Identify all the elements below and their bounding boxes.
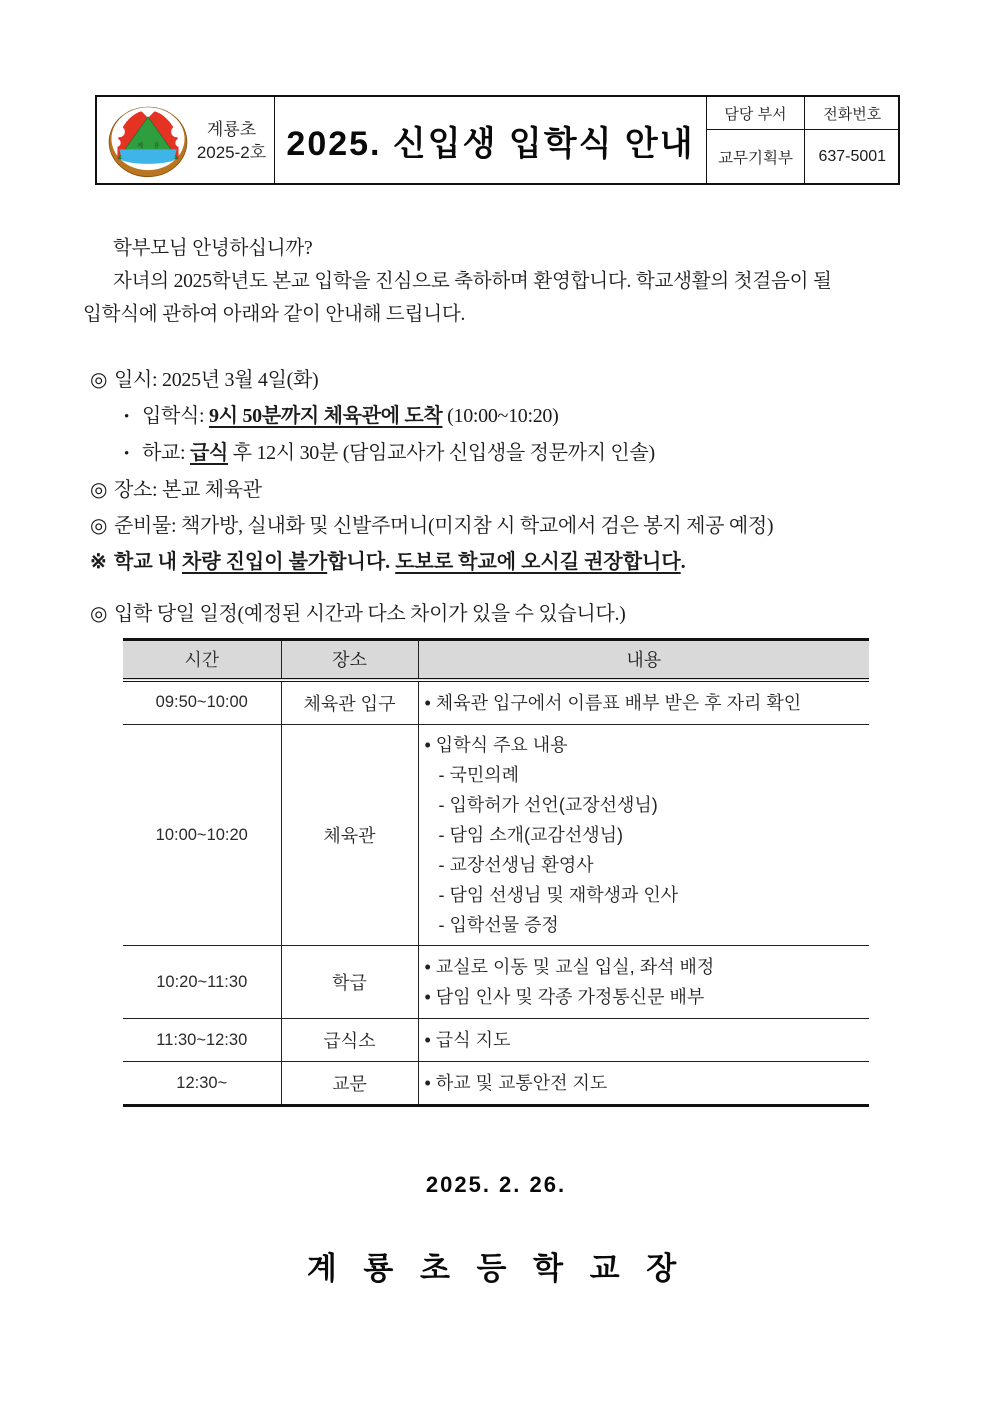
greeting-paragraphs — [83, 232, 907, 331]
double-circle-marker-icon: ◎ — [90, 603, 108, 625]
table-row — [123, 946, 869, 1019]
schedule-content-line: - 입학허가 선언(교장선생님) — [438, 795, 658, 815]
schedule-content-line: - 교장선생님 환영사 — [438, 855, 594, 875]
schedule-body — [123, 680, 869, 1106]
column-header-content: 내용 — [418, 640, 869, 680]
document-title: 2025. 신입생 입학식 안내 — [286, 125, 695, 164]
svg-text:계: 계 — [136, 142, 143, 150]
schedule-content-line: • 급식 지도 — [424, 1030, 511, 1050]
emphasized-text: 차량 진입이 불가 — [181, 551, 328, 573]
document-date: 2025. 2. 26. — [425, 1172, 567, 1197]
bullet-icon: • — [124, 446, 129, 462]
info-dismissal-bullet: • 하교: 급식 후 12시 30분 (담임교사가 신입생을 정문까지 인솔) — [90, 435, 905, 472]
schedule-place: 체육관 입구 — [281, 680, 418, 725]
emphasized-text: 도보로 학교에 오시길 권장합니다 — [395, 551, 681, 573]
reference-mark-icon: ※ — [90, 551, 107, 573]
schedule-place: 교문 — [281, 1062, 418, 1106]
table-row — [123, 1019, 869, 1062]
phone-value-cell: 637-5001 — [804, 130, 900, 185]
table-row — [123, 1062, 869, 1106]
greeting-line: 자녀의 2025학년도 본교 입학을 진심으로 축하하며 환영합니다. 학교생활의 첫걸음이 될 — [113, 271, 832, 292]
schedule-time: 10:00~10:20 — [155, 825, 248, 844]
schedule-time: 12:30~ — [176, 1073, 228, 1092]
double-circle-marker-icon: ◎ — [90, 369, 108, 391]
issuer-info — [197, 118, 266, 164]
schedule-time: 10:20~11:30 — [156, 972, 248, 991]
schedule-content — [418, 946, 869, 1019]
schedule-content-line: - 입학선물 증정 — [438, 915, 559, 935]
schedule-table — [123, 638, 869, 1107]
schedule-content-line: - 담임 선생님 및 재학생과 인사 — [438, 885, 679, 905]
schedule-content-line: • 하교 및 교통안전 지도 — [424, 1073, 608, 1093]
schedule-heading: ◎ 입학 당일 일정(예정된 시간과 다소 차이가 있을 수 있습니다.) — [90, 598, 905, 630]
schedule-content-line: • 입학식 주요 내용 — [424, 735, 568, 755]
schedule-content-line: - 담임 소개(교감선생님) — [438, 825, 623, 845]
emphasized-text: 9시 50분까지 체육관에 도착 — [209, 405, 443, 427]
info-datetime: ◎ 일시: 2025년 3월 4일(화) — [90, 362, 905, 398]
schedule-content-line: - 국민의례 — [438, 765, 520, 785]
school-logo-icon — [105, 104, 191, 178]
issuer-cell — [97, 97, 274, 185]
schedule-content — [418, 680, 869, 725]
schedule-content — [418, 1019, 869, 1062]
schedule-place: 급식소 — [281, 1019, 418, 1062]
emphasized-text: 급식 — [190, 442, 229, 464]
dept-label-cell: 담당 부서 — [706, 97, 804, 130]
svg-text:룡: 룡 — [153, 142, 160, 150]
info-supplies: ◎ 준비물: 책가방, 실내화 및 신발주머니(미지참 시 학교에서 검은 봉지 제공 예정) — [90, 508, 905, 544]
title-cell — [274, 97, 706, 185]
doc-number: 2025-2호 — [196, 142, 267, 162]
table-row — [123, 725, 869, 946]
greeting-line: 입학식에 관하여 아래와 같이 안내해 드립니다. — [83, 304, 466, 325]
document-header — [95, 95, 900, 185]
principal-signature: 계 룡 초 등 학 교 장 — [306, 1251, 686, 1286]
schedule-content — [418, 1062, 869, 1106]
header-row — [123, 640, 869, 680]
info-ceremony-bullet: • 입학식: 9시 50분까지 체육관에 도착 (10:00~10:20) — [90, 398, 905, 435]
car-notice: ※ 학교 내 차량 진입이 불가합니다. 도보로 학교에 오시길 권장합니다. — [90, 544, 905, 580]
schedule-content — [418, 725, 869, 946]
phone-label-cell: 전화번호 — [804, 97, 900, 130]
schedule-table-head — [123, 640, 869, 680]
table-row — [123, 680, 869, 725]
column-header-time: 시간 — [123, 640, 281, 680]
double-circle-marker-icon: ◎ — [90, 479, 108, 501]
bullet-icon: • — [124, 409, 129, 425]
dept-value-cell: 교무기획부 — [706, 130, 804, 185]
column-header-place: 장소 — [281, 640, 418, 680]
info-place: ◎ 장소: 본교 체육관 — [90, 472, 905, 508]
schedule-place: 체육관 — [281, 725, 418, 946]
info-list — [90, 362, 905, 580]
issuer-school-name: 계룡초 — [206, 119, 257, 139]
schedule-place: 학급 — [281, 946, 418, 1019]
schedule-content-line: • 체육관 입구에서 이름표 배부 받은 후 자리 확인 — [424, 692, 802, 713]
double-circle-marker-icon: ◎ — [90, 515, 108, 537]
schedule-time: 09:50~10:00 — [155, 693, 248, 712]
schedule-content-line: • 교실로 이동 및 교실 입실, 좌석 배정 — [424, 957, 715, 977]
schedule-content-line: • 담임 인사 및 각종 가정통신문 배부 — [424, 987, 705, 1007]
schedule-time: 11:30~12:30 — [156, 1030, 248, 1049]
greeting-line: 학부모님 안녕하십니까? — [113, 238, 313, 259]
